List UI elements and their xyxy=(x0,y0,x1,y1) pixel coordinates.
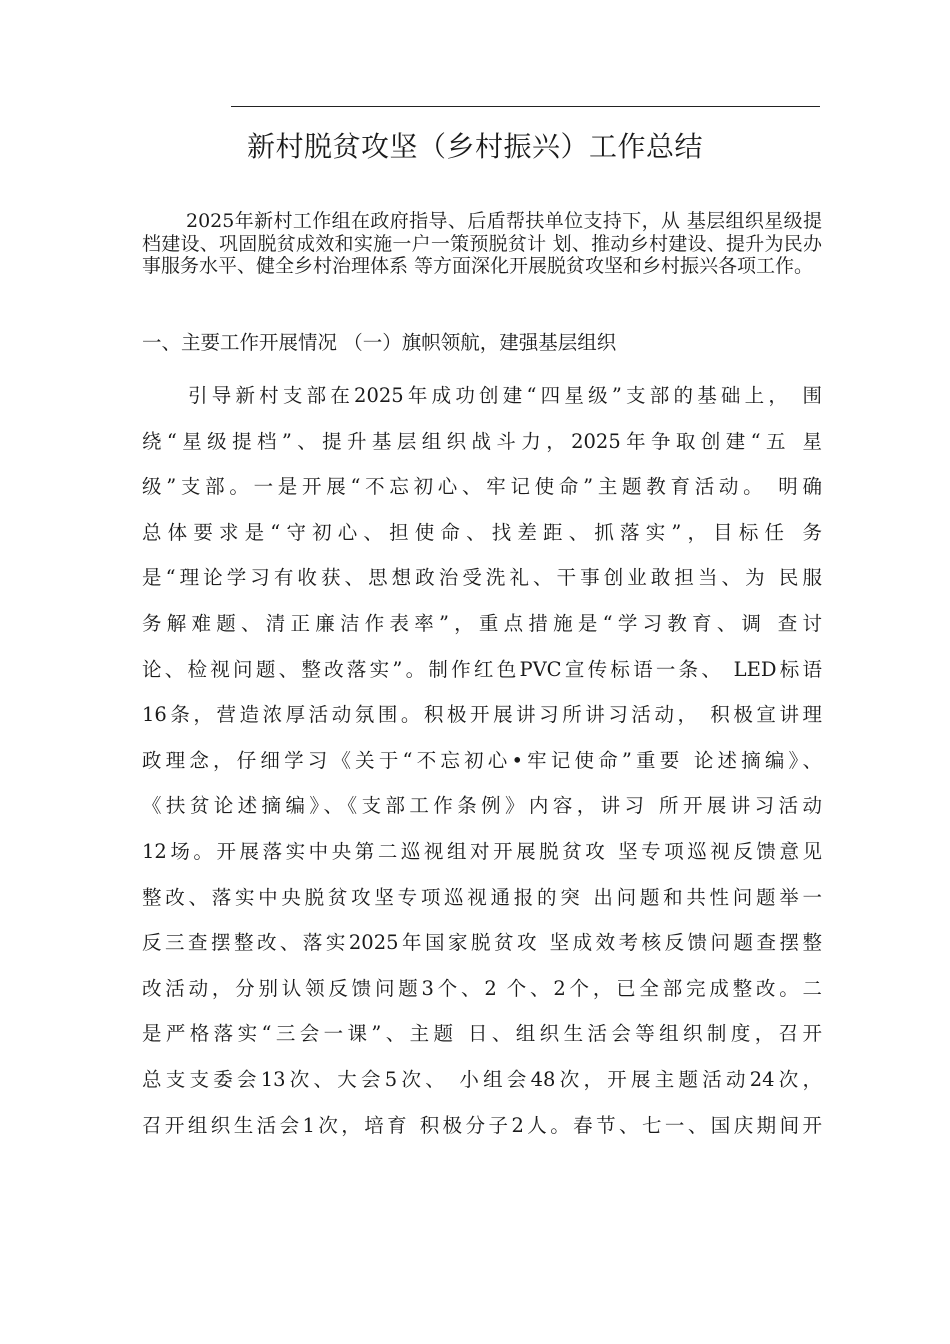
body-line: 召开组织生活会1次，培育 积极分子2人。春节、七一、国庆期间开 xyxy=(142,1113,822,1137)
header-rule xyxy=(231,106,820,107)
body-line: 整改、落实中央脱贫攻坚专项巡视通报的突 出问题和共性问题举一 xyxy=(142,885,822,909)
body-line: 务解难题、清正廉洁作表率”，重点措施是“学习教育、调 查讨 xyxy=(142,611,822,635)
body-paragraph xyxy=(142,373,822,1148)
intro-paragraph: 2025年新村工作组在政府指导、后盾帮扶单位支持下，从 基层组织星级提档建设、巩固脱贫成效和实施一户一策预脱贫计 划、推动乡村建设、提升为民办事服务水平、健全乡村治理体系 等方面深化开展脱贫攻坚和乡村振兴各项工作。 xyxy=(142,210,822,277)
body-line: 论、检视问题、整改落实”。制作红色PVC宣传标语一条、 LED标语 xyxy=(142,657,822,681)
document-title: 新村脱贫攻坚（乡村振兴）工作总结 xyxy=(246,129,703,163)
body-line: 绕“星级提档”、提升基层组织战斗力，2025年争取创建“五 星 xyxy=(142,429,822,453)
body-line: 改活动，分别认领反馈问题3个、2 个、2个，已全部完成整改。二 xyxy=(142,976,822,1000)
body-line: 是严格落实“三会一课”、主题 日、组织生活会等组织制度，召开 xyxy=(142,1022,822,1046)
body-line: 引导新村支部在2025年成功创建“四星级”支部的基础上， 围 xyxy=(188,384,822,407)
body-line: 是“理论学习有收获、思想政治受洗礼、干事创业敢担当、为 民服 xyxy=(142,566,822,590)
body-line: 总支支委会13次、大会5次、 小组会48次，开展主题活动24次， xyxy=(142,1067,822,1091)
body-line: 政理念，仔细学习《关于“不忘初心•牢记使命”重要 论述摘编》、 xyxy=(142,748,822,772)
body-line: 级”支部。一是开展“不忘初心、牢记使命”主题教育活动。 明确 xyxy=(142,475,822,499)
body-line: 《扶贫论述摘编》、《支部工作条例》内容，讲习 所开展讲习活动 xyxy=(142,794,822,818)
body-line: 16条，营造浓厚活动氛围。积极开展讲习所讲习活动， 积极宣讲理 xyxy=(142,703,822,727)
section-heading: 一、主要工作开展情况 （一）旗帜领航，建强基层组织 xyxy=(142,331,617,354)
body-line: 反三查摆整改、落实2025年国家脱贫攻 坚成效考核反馈问题查摆整 xyxy=(142,931,822,955)
body-line: 12场。开展落实中央第二巡视组对开展脱贫攻 坚专项巡视反馈意见 xyxy=(142,839,822,863)
body-line: 总体要求是“守初心、担使命、找差距、抓落实”，目标任 务 xyxy=(142,520,822,544)
